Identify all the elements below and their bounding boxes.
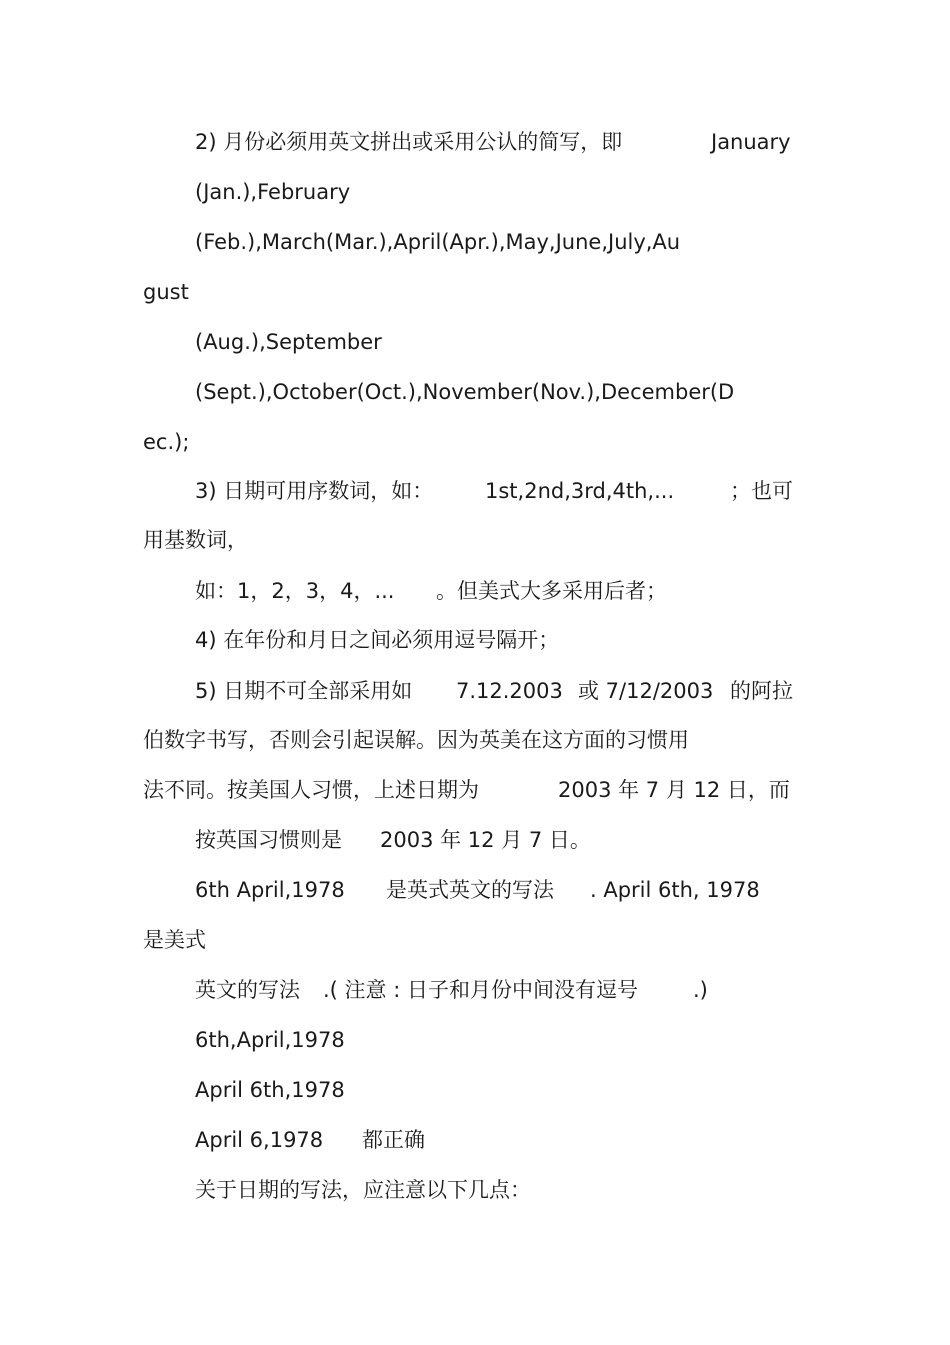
text-segment: April 6th,1978	[195, 1078, 345, 1102]
text-segment: 的阿拉	[730, 679, 793, 703]
text-segment: 关于日期的写法，应注意以下几点：	[195, 1178, 531, 1202]
text-segment: 1st,2nd,3rd,4th,...	[485, 479, 675, 503]
text-segment: .)	[693, 978, 708, 1002]
text-segment: 2003 年 12 月 7 日。	[380, 828, 591, 852]
text-segment: 5) 日期不可全部采用如	[195, 679, 413, 703]
text-segment: 2) 月份必须用英文拼出或采用公认的简写，即	[195, 130, 623, 154]
text-segment: (Feb.),March(Mar.),April(Apr.),May,June,July,Au	[195, 230, 681, 254]
text-segment: 如：1，2，3，4，...	[195, 579, 395, 603]
text-segment: (Aug.),September	[195, 330, 382, 354]
text-segment: (Jan.),February	[195, 180, 351, 204]
text-segment: 4) 在年份和月日之间必须用逗号隔开；	[195, 628, 560, 652]
text-segment: 法不同。按美国人习惯，上述日期为	[143, 778, 479, 802]
text-segment: April 6,1978	[195, 1128, 324, 1152]
text-segment: 6th,April,1978	[195, 1028, 345, 1052]
text-segment: 2003 年 7 月 12 日，而	[558, 778, 790, 802]
text-segment: 是英式英文的写法	[386, 878, 554, 902]
text-segment: ec.);	[143, 430, 190, 454]
text-segment: 3) 日期可用序数词，如：	[195, 479, 434, 503]
text-segment: 或 7/12/2003	[578, 679, 714, 703]
text-segment: 都正确	[362, 1128, 425, 1152]
text-segment: 是美式	[143, 928, 206, 952]
text-segment: . April 6th, 1978	[590, 878, 760, 902]
text-segment: 7.12.2003	[456, 679, 563, 703]
text-segment: 用基数词，	[143, 528, 248, 552]
text-segment: 按英国习惯则是	[195, 828, 342, 852]
text-segment: 6th April,1978	[195, 878, 345, 902]
text-segment: 伯数字书写，否则会引起误解。因为英美在这方面的习惯用	[143, 728, 689, 752]
text-segment: gust	[143, 280, 189, 304]
text-segment: 英文的写法	[195, 978, 300, 1002]
text-segment: .( 注意 : 日子和月份中间没有逗号	[323, 978, 638, 1002]
text-segment: 。但美式大多采用后者；	[436, 579, 667, 603]
text-segment: January	[711, 130, 791, 154]
text-segment: (Sept.),October(Oct.),November(Nov.),December(D	[195, 380, 735, 404]
text-segment: ；也可	[730, 479, 793, 503]
